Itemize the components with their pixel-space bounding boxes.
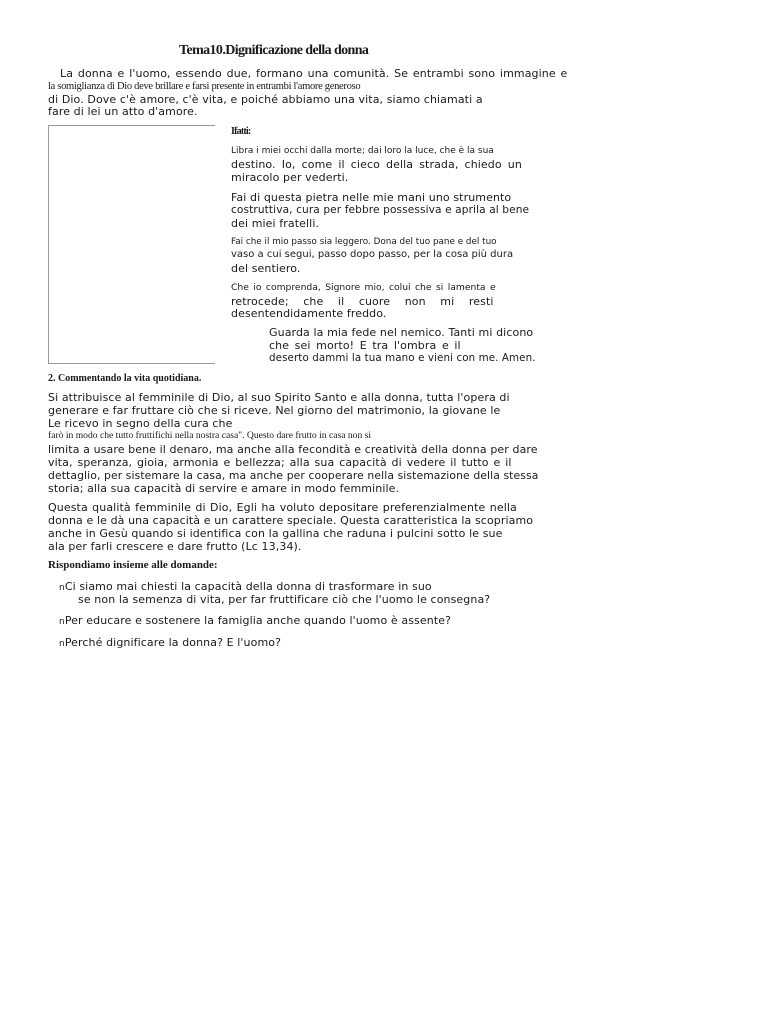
poem-s5-line-2: che sei morto! E tra l'ombra e il	[269, 339, 461, 352]
question-3: nPerché dignificare la donna? E l'uomo?	[59, 636, 282, 649]
bullet-icon: n	[59, 639, 65, 649]
poem-s1-line-1: Libra i miei occhi dalla morte; dai loro la luce, che è la sua	[231, 146, 494, 156]
questions-heading: Rispondiamo insieme alle domande:	[48, 559, 218, 571]
section-2-p1-line-4: farò in modo che tutto fruttifichi nella nostra casa". Questo dare frutto in casa non si	[48, 430, 372, 441]
intro-line-2: la somiglianza di Dio deve brillare e farsi presente in entrambi l'amore generoso	[48, 81, 361, 92]
section-2-p2-line-4: ala per farli crescere e dare frutto (Lc 13,34).	[48, 540, 302, 553]
poem-s4-line-3: desentendidamente freddo.	[231, 307, 387, 320]
section-2-p1-line-2: generare e far fruttare ciò che si riceve. Nel giorno del matrimonio, la giovane le	[48, 404, 501, 417]
bullet-icon: n	[59, 583, 65, 593]
poem-s3-line-3: del sentiero.	[231, 262, 301, 275]
question-1-line-2: se non la semenza di vita, per far fruttificare ciò che l'uomo le consegna?	[78, 593, 491, 606]
poem-s4-line-1: Che io comprenda, Signore mio, colui che si lamenta e	[231, 282, 496, 293]
question-2: nPer educare e sostenere la famiglia anche quando l'uomo è assente?	[59, 614, 452, 627]
poem-s2-line-2: costruttiva, cura per febbre possessiva e aprila al bene	[231, 204, 530, 216]
poem-heading: Ifatti:	[231, 126, 251, 137]
poem-s5-line-1: Guarda la mia fede nel nemico. Tanti mi dicono	[269, 326, 534, 339]
bullet-icon: n	[59, 617, 65, 627]
poem-s1-line-2: destino. Io, come il cieco della strada, chiedo un	[231, 158, 522, 171]
section-2-p1-line-7: dettaglio, per sistemare la casa, ma anche per cooperare nella sistemazione della stessa	[48, 469, 539, 482]
section-2-p2-line-3: anche in Gesù quando si identifica con la gallina che raduna i pulcini sotto le sue	[48, 527, 503, 540]
intro-line-4: fare di lei un atto d'amore.	[48, 105, 198, 118]
section-2-p1-line-3: Le ricevo in segno della cura che	[48, 417, 233, 430]
image-frame	[48, 125, 215, 364]
intro-line-3: di Dio. Dove c'è amore, c'è vita, e poiché abbiamo una vita, siamo chiamati a	[48, 93, 483, 106]
section-2-p1-line-1: Si attribuisce al femminile di Dio, al suo Spirito Santo e alla donna, tutta l'opera di	[48, 391, 510, 404]
section-2-p1-line-6: vita, speranza, gioia, armonia e bellezza; alla sua capacità di vedere il tutto e il	[48, 456, 512, 469]
section-2-heading: 2. Commentando la vita quotidiana.	[48, 373, 202, 384]
poem-s4-line-2: retrocede; che il cuore non mi resti	[231, 295, 494, 308]
section-2-p2-line-1: Questa qualità femminile di Dio, Egli ha voluto depositare preferenzialmente nella	[48, 501, 517, 514]
section-2-p1-line-8: storia; alla sua capacità di servire e amare in modo femminile.	[48, 482, 400, 495]
poem-s5-line-3: deserto dammi la tua mano e vieni con me. Amen.	[269, 352, 536, 364]
question-1-line-1: nCi siamo mai chiesti la capacità della donna di trasformare in suo	[59, 580, 432, 593]
poem-s1-line-3: miracolo per vederti.	[231, 171, 349, 184]
section-2-p1-line-5: limita a usare bene il denaro, ma anche alla fecondità e creatività della donna per dare	[48, 443, 538, 456]
poem-s3-line-2: vaso a cui segui, passo dopo passo, per la cosa più dura	[231, 249, 514, 260]
poem-s2-line-3: dei miei fratelli.	[231, 217, 320, 230]
intro-line-1: La donna e l'uomo, essendo due, formano una comunità. Se entrambi sono immagine e	[60, 67, 568, 80]
poem-s3-line-1: Fai che il mio passo sia leggero. Dona del tuo pane e del tuo	[231, 237, 497, 247]
poem-s2-line-1: Fai di questa pietra nelle mie mani uno strumento	[231, 191, 512, 204]
page-title: Tema10.Dignificazione della donna	[179, 43, 369, 58]
section-2-p2-line-2: donna e le dà una capacità e un carattere speciale. Questa caratteristica la scopriamo	[48, 514, 534, 527]
